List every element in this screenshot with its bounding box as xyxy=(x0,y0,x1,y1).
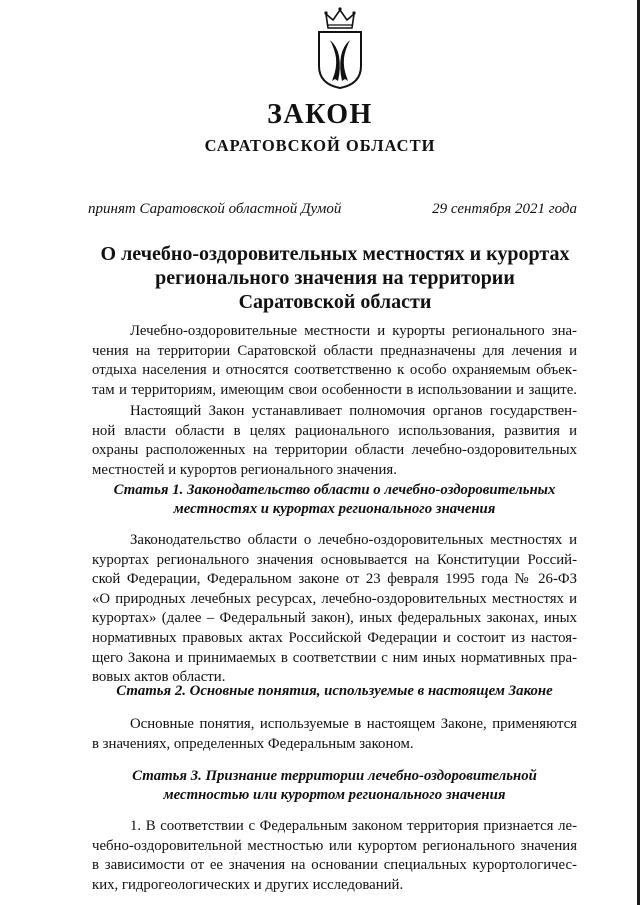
text-line: 1. В соответствии с Федеральным законом территория признается ле- xyxy=(130,818,577,834)
article-3-heading xyxy=(92,767,577,805)
text-line: щего Закона и принимаемых в соответствии с ним иных нормативных пра- xyxy=(92,649,577,666)
heading-line: Статья 3. Признание территории лечебно-оздоровительной xyxy=(132,768,537,784)
text-line: Основные понятия, используемые в настоящем Законе, применяются xyxy=(130,716,577,732)
text-line: охраны расположенных на территории области лечебно-оздоровительных xyxy=(92,442,577,459)
text-line: местностей и курортов регионального значения. xyxy=(92,461,397,478)
adopted-by: принят Саратовской областной Думой xyxy=(88,201,342,217)
preamble-paragraph xyxy=(92,322,577,400)
text-line: там и территориям, имеющим свои особенности в использовании и защите. xyxy=(92,381,577,398)
adoption-date: 29 сентября 2021 года xyxy=(432,201,577,217)
region-name: САРАТОВСКОЙ ОБЛАСТИ xyxy=(204,136,436,155)
text-line: чения на территории Саратовской области предназначены для лечения и xyxy=(92,342,577,359)
article-2-heading xyxy=(92,682,577,701)
article-3-body xyxy=(92,817,577,895)
title-line: Саратовской области xyxy=(238,291,432,313)
text-line: Настоящий Закон устанавливает полномочия органов государствен- xyxy=(130,403,577,419)
text-line: Лечебно-оздоровительные местности и курорты регионального зна- xyxy=(130,323,577,339)
heading-line: местностью или курортом регионального значения xyxy=(163,787,506,803)
saratov-coat-of-arms-icon xyxy=(313,6,367,90)
heading-line: Статья 1. Законодательство области о лечебно-оздоровительных xyxy=(113,482,556,498)
title-line: О лечебно-оздоровительных местностях и курортах xyxy=(100,243,570,265)
text-line: Законодательство области о лечебно-оздоровительных местностях и xyxy=(130,532,577,548)
text-line: курортах регионального значения основывается на Конституции Россий- xyxy=(92,551,577,568)
text-line: в зависимости от ее значения на основании специальных курортологичес- xyxy=(92,857,577,874)
text-line: ской Федерации, Федеральном законе от 23 февраля 1995 года № 26-ФЗ xyxy=(92,571,577,588)
text-line: нормативных правовых актах Российской Федерации и состоит из настоя- xyxy=(92,629,577,646)
article-2-body xyxy=(92,715,577,754)
text-line: курортах» (далее – Федеральный закон), иных федеральных законах, иных xyxy=(92,610,577,627)
text-line: ких, гидрогеологических и других исследований. xyxy=(92,876,404,893)
article-1-body xyxy=(92,531,577,688)
law-title: ЗАКОН xyxy=(267,99,373,130)
article-1-heading xyxy=(92,481,577,519)
text-line: в значениях, определенных Федеральным законом. xyxy=(92,735,414,752)
preamble-paragraph xyxy=(92,402,577,480)
text-line: ной власти области в целях рационального использования, развития и xyxy=(92,422,577,439)
heading-line: Статья 2. Основные понятия, используемые в настоящем Законе xyxy=(116,683,553,699)
text-line: отдыха населения и относятся соответственно к особо охраняемым объек- xyxy=(92,362,577,379)
text-line: вовых актов области. xyxy=(92,669,226,686)
text-line: чебно-оздоровительной местностью или курортом регионального значения xyxy=(92,837,577,854)
text-line: «О природных лечебных ресурсах, лечебно-оздоровительных местностях и xyxy=(92,590,577,607)
heading-line: местностях и курортах регионального значения xyxy=(173,501,496,517)
document-title xyxy=(60,242,610,314)
title-line: регионального значения на территории xyxy=(155,267,515,289)
